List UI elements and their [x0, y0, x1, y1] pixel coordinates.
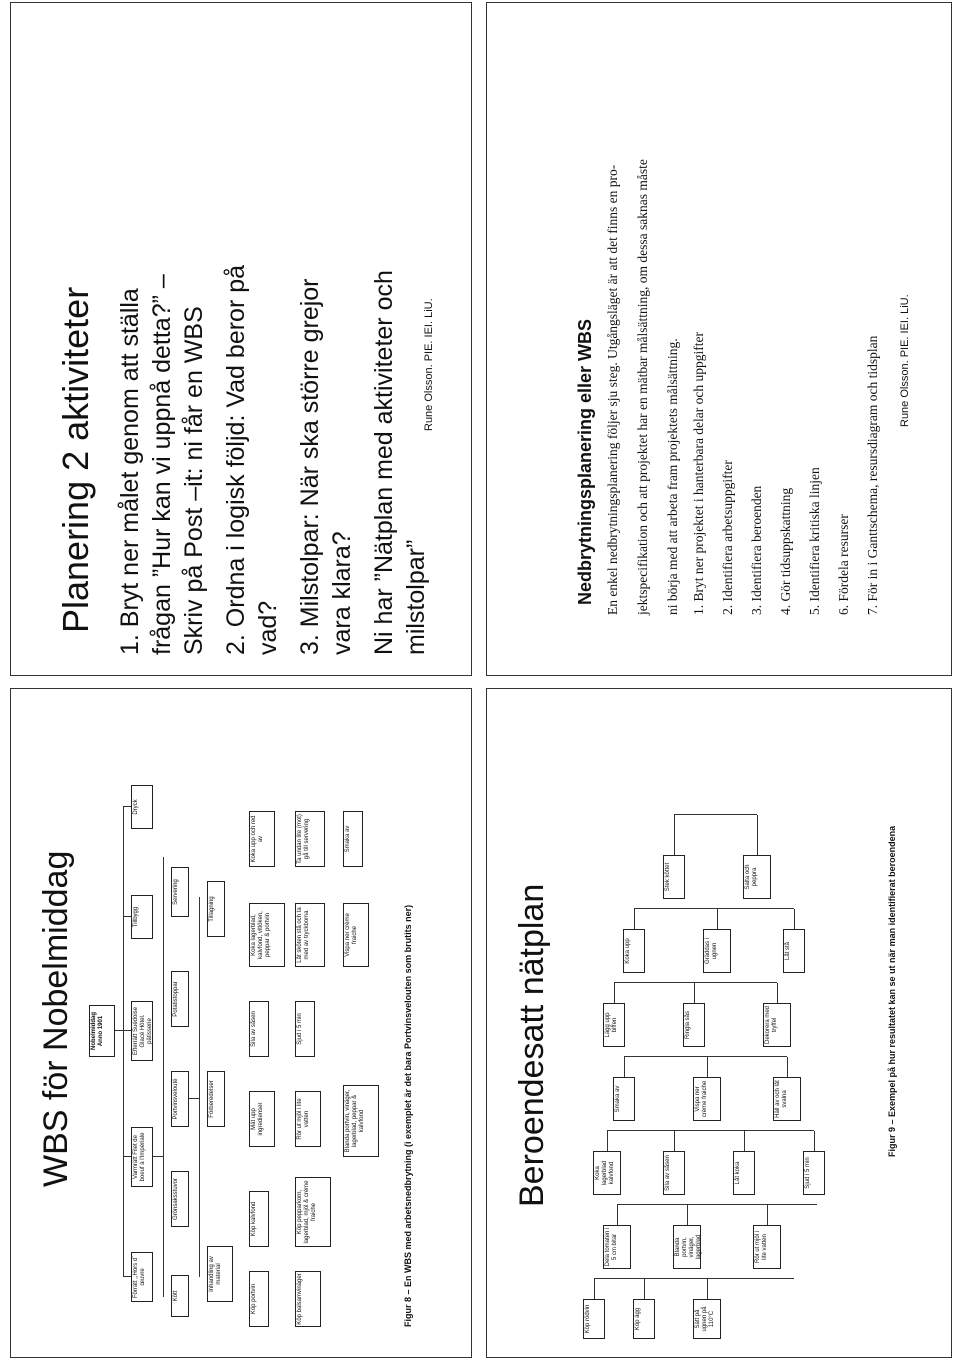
slide-1-credit: Rune Olsson. PIE. IEI. LiU. — [423, 298, 435, 431]
slide-1-line-3: Skriv på Post –it: ni får en WBS — [180, 306, 208, 655]
net-node-11: Smaka av — [613, 1077, 635, 1121]
net-node-10: Sjud i 5 min — [803, 1151, 825, 1195]
net-node-20: Stek köttet — [663, 855, 685, 899]
net-node-15: Ringla sås — [683, 1003, 705, 1047]
wbs-task-11: Låt sköten stå och ta med av tryckboma — [295, 903, 325, 967]
wbs-level2-3: Portvinsvelouté — [171, 1071, 189, 1127]
slide-1-title: Planering 2 aktiviteter — [55, 286, 96, 633]
net-node-17: Koka upp — [623, 929, 645, 973]
slide-2-credit: Rune Olsson. PIE. IEI. LiU. — [899, 294, 911, 427]
slide-2-step-1: 1. Bryt ner projektet i hanterbara delar och uppgifter — [691, 331, 706, 615]
slide-1-line-9: milstolpar” — [402, 539, 430, 655]
slide-1-line-4: 2. Ordna i logisk följd: Vad beror på — [222, 264, 250, 655]
wbs-root: Nobelmiddag Anno 1901 — [89, 1005, 115, 1057]
wbs-task-9: Rör ut mjöl i lite vatten — [295, 1091, 321, 1147]
net-node-6: Rör ut mjöl i lite vatten — [753, 1225, 781, 1269]
slide-2-step-7: 7. För in i Ganttschema, resursdiagram och tidsplan — [865, 335, 880, 615]
net-node-9: Låt koka — [733, 1151, 755, 1195]
slide-4 — [486, 688, 952, 1358]
wbs-level2-5: Servering — [171, 867, 189, 917]
net-node-4: Dela tomaten i 5 cm bitar — [603, 1225, 631, 1269]
net-node-16: Dekorera med tryffel — [763, 1003, 791, 1047]
net-node-12: Vispa ner crème fraiche — [693, 1077, 721, 1121]
slide-1-line-6: 3. Milstolpar: När ska större grejor — [296, 278, 324, 655]
slide-2-step-3: 3. Identifiera beroenden — [749, 485, 764, 615]
net-node-18: Gräddas i ugnen — [703, 929, 731, 973]
wbs-level2-1: Kött — [171, 1275, 189, 1317]
slide-1-line-2: frågan ”Hur kan vi uppnå detta?” – — [148, 274, 176, 655]
slide-1-line-7: vara klara? — [328, 531, 356, 655]
wbs-task-1: Köp portvin — [249, 1271, 269, 1327]
slide-4-caption: Figur 9 – Exempel på hur resultatet kan se ut när man identifierat beroendena — [887, 825, 897, 1157]
slide-2-step-4: 4. Gör tidsuppskattning — [778, 487, 793, 615]
wbs-task-15: Smaka av — [343, 811, 363, 867]
net-node-13: Häll av och låt svalna — [773, 1077, 801, 1121]
net-node-7: Koka lagerblad kalvfond — [593, 1151, 621, 1195]
slide-2-step-5: 5. Identifiera kritiska linjen — [807, 467, 822, 615]
slide-3 — [10, 688, 472, 1358]
net-node-5: Blanda portvin, vinäger, lagerblad — [673, 1225, 701, 1269]
slide-1-line-1: 1. Bryt ner målet genom att ställa — [116, 288, 144, 655]
wbs-level2-8: Tillagning — [207, 881, 225, 937]
slide-2-step-2: 2. Identifiera arbetsuppgifter — [720, 460, 735, 615]
wbs-level1-3: Efterrätt Suédoise Glacé Hôtel. pâtisserie — [131, 1001, 153, 1061]
wbs-task-3: Mät upp ingredienser — [249, 1091, 275, 1147]
net-node-8: Sila av såsen — [663, 1151, 685, 1195]
wbs-task-5: Koka lagerblad, kalvfond, vitlöken, peppar & portvin — [249, 903, 285, 967]
slide-2 — [486, 2, 952, 676]
slide-2-heading: Nedbrytningsplanering eller WBS — [575, 318, 595, 605]
wbs-level1-5: Dryck — [131, 785, 153, 829]
wbs-level1-1: Förrätt ,,Hors d´ œuvre — [131, 1252, 153, 1302]
wbs-level2-7: Förberedelser — [207, 1071, 225, 1127]
slide-2-paragraph-1: En enkel nedbrytningsplanering följer sju steg. Utgångsläget är att det finns en pro- — [605, 164, 620, 615]
net-node-19: Låt stå — [783, 929, 805, 973]
wbs-task-7: Köp balsamvinäger — [295, 1271, 321, 1327]
slide-1 — [10, 2, 472, 676]
slide-1-line-5: vad? — [254, 600, 282, 655]
wbs-task-2: Köp kalvfond — [249, 1191, 269, 1247]
network-chart — [573, 699, 873, 1339]
wbs-task-4: Sila av såsen — [249, 1001, 269, 1057]
slide-3-title: WBS för Nobelmiddag — [37, 850, 75, 1187]
net-node-21: Salta och peppra — [743, 855, 771, 899]
wbs-task-6: Koka upp och red av — [249, 811, 275, 867]
wbs-level2-2: Grönsaksstuvor — [171, 1171, 189, 1227]
wbs-chart — [89, 737, 394, 1337]
wbs-level1-4: Tillbygg — [131, 895, 153, 939]
wbs-task-12: Ta undan lite (mot) gå till servering — [295, 811, 325, 867]
wbs-level1-2: Varmrätt Filet de boeuf à l'Impériale — [131, 1127, 153, 1187]
slide-2-paragraph-2: jektspecifikation och att projektet har en mätbar målsättning, om dessa saknas måste — [635, 159, 650, 615]
net-node-2: Köp ägg — [633, 1299, 655, 1339]
wbs-task-8: Köp pepparkorn, lagerblad, mjöl & crème fraiche — [295, 1177, 331, 1247]
wbs-level2-4: Potatistoppar — [171, 971, 189, 1027]
slide-1-line-8: Ni har ”Nätplan med aktiviteter och — [370, 270, 398, 655]
wbs-level2-6: Inhandling av material — [207, 1246, 233, 1302]
wbs-task-13: Blanda portvin, vinäger, lagerblad, peppar & kalvfond — [343, 1085, 379, 1157]
slide-2-step-6: 6. Fördela resurser — [836, 514, 851, 615]
wbs-task-14: Vispa ner crème fraiche — [343, 903, 369, 967]
net-node-14: Lägg upp biffen — [603, 1003, 625, 1047]
net-node-3: Sätt på ugnen på 110°C — [693, 1299, 721, 1339]
slide-2-paragraph-3: ni börja med att arbeta fram projektets målsättning. — [665, 338, 680, 615]
slide-3-caption: Figur 8 – En WBS med arbetsnedbrytning (i exemplet är det bara Portvinsvelouten som brutits ner) — [403, 904, 413, 1327]
wbs-task-10: Sjud i 5 min — [295, 1001, 315, 1057]
net-node-1: Köp rödvin — [583, 1299, 605, 1339]
slide-4-title: Beroendesatt nätplan — [513, 883, 551, 1207]
